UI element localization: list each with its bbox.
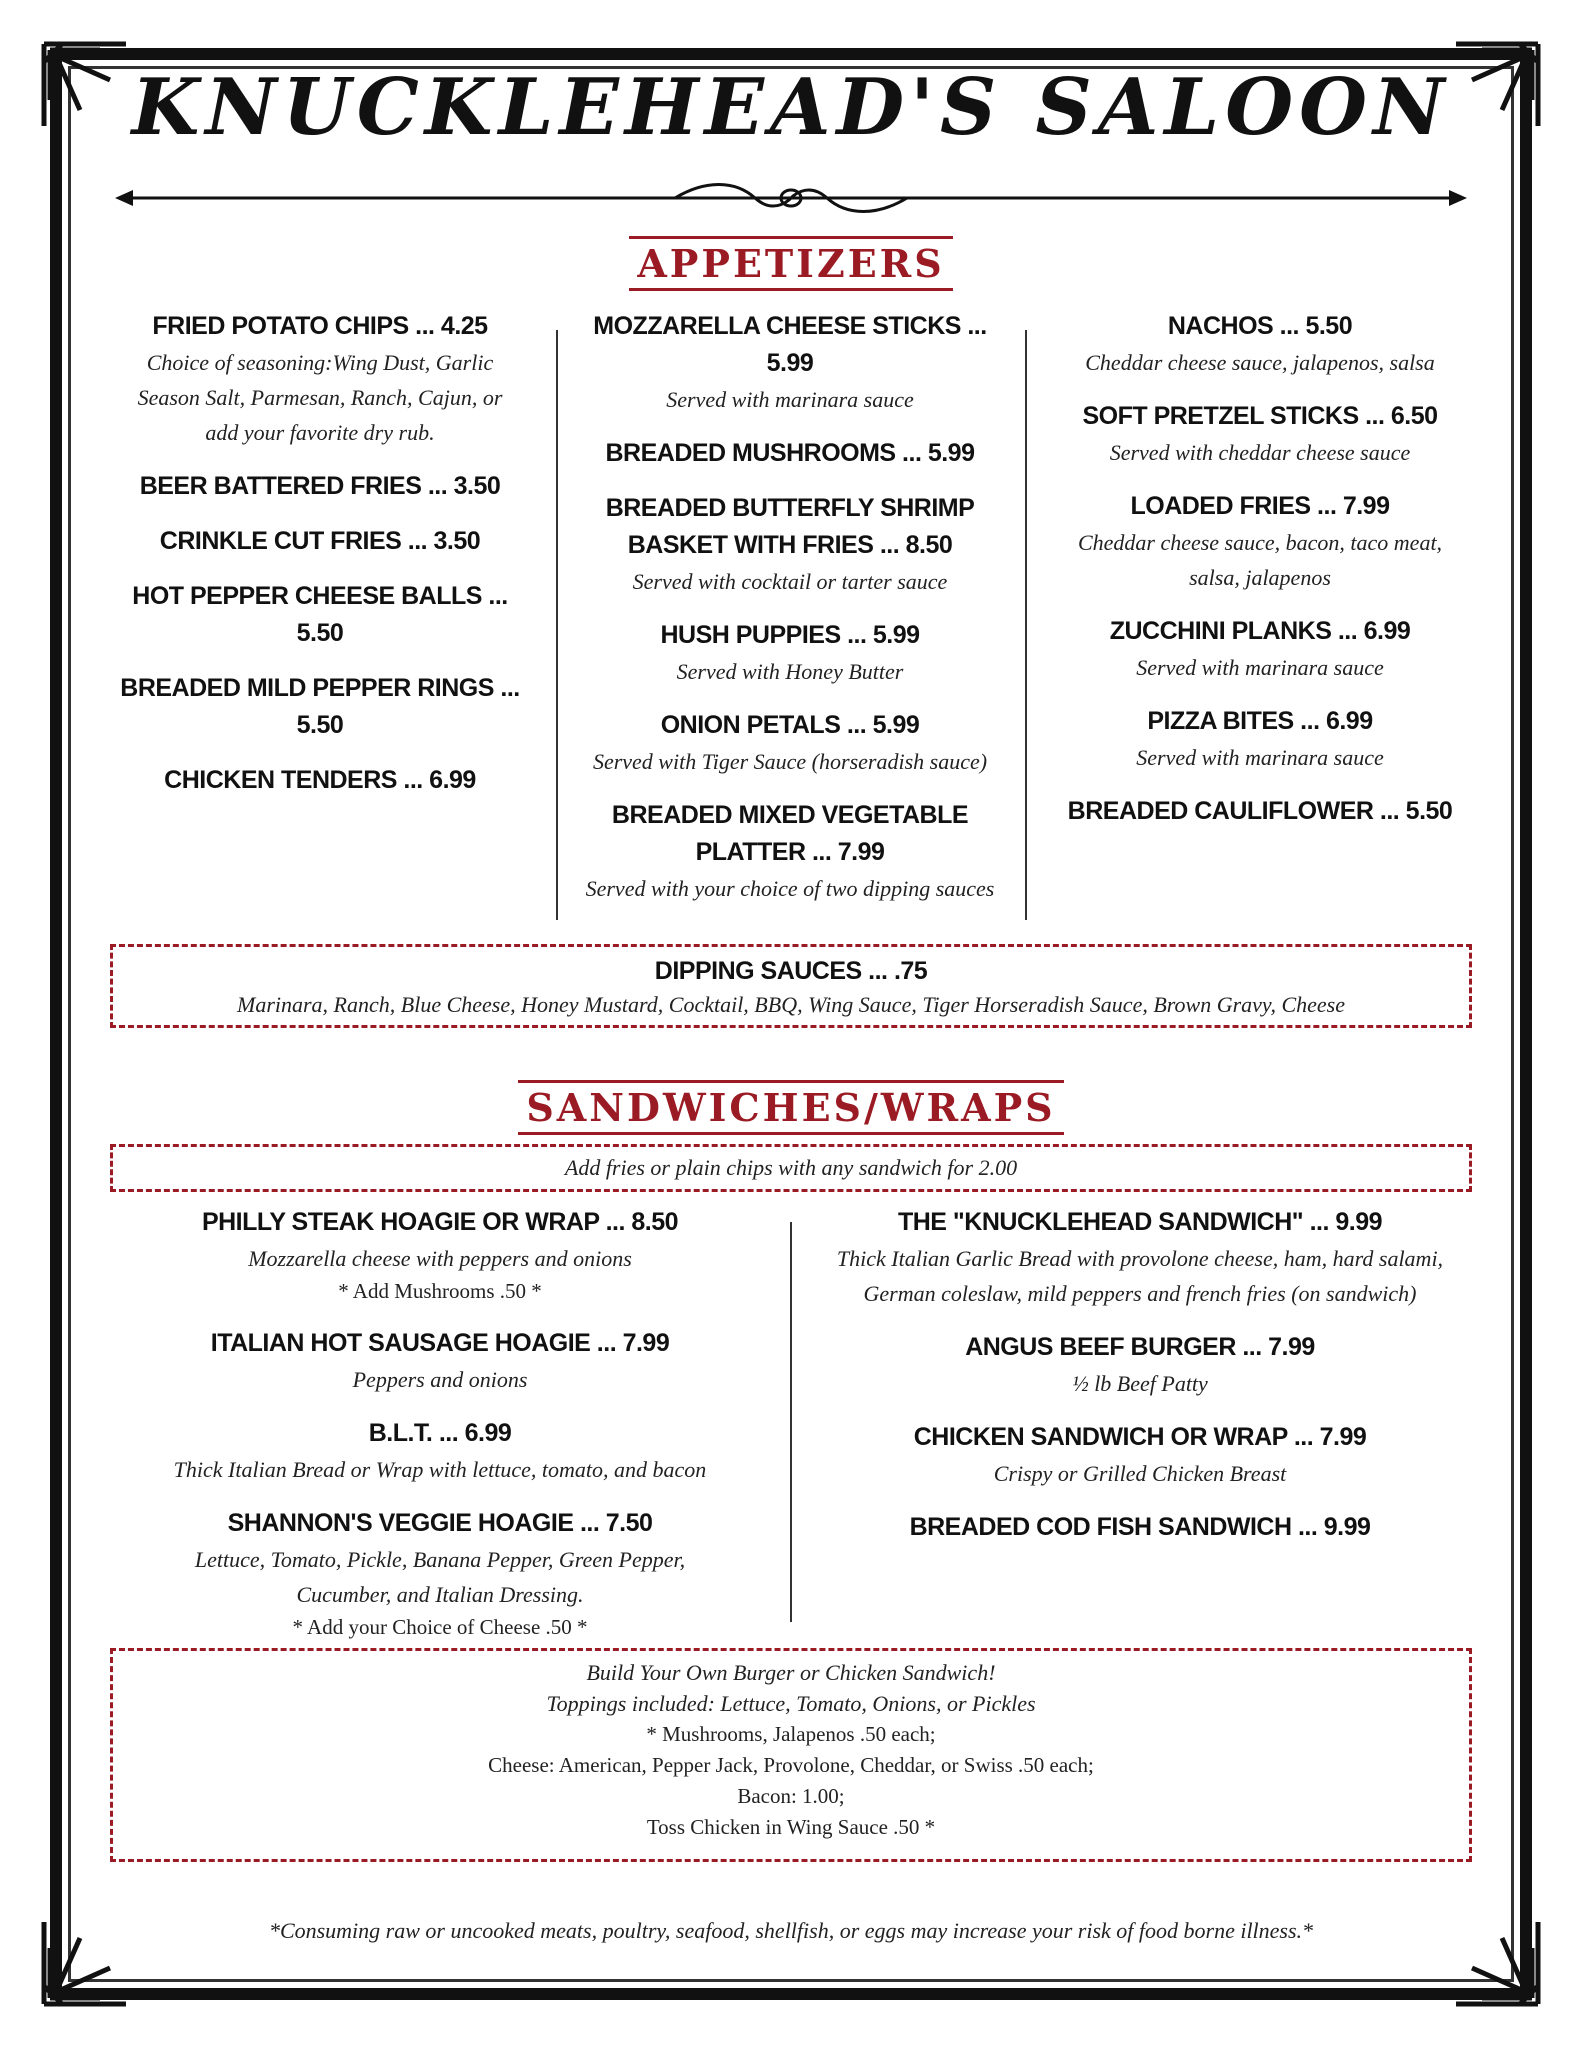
item-description: Lettuce, Tomato, Pickle, Banana Pepper, Green Pepper, Cucumber, and Italian Dressing. <box>194 1547 686 1607</box>
item-extra: * Add your Choice of Cheese .50 * <box>292 1615 588 1639</box>
build-your-own-toppings: Toppings included: Lettuce, Tomato, Onions, or Pickles <box>546 1691 1036 1716</box>
item-name: LOADED FRIES ... 7.99 <box>1130 492 1390 520</box>
menu-item <box>120 762 520 799</box>
item-name: CRINKLE CUT FRIES ... 3.50 <box>159 527 481 555</box>
item-name: CHICKEN SANDWICH OR WRAP ... 7.99 <box>913 1423 1367 1451</box>
build-your-own-box <box>110 1648 1472 1862</box>
item-name: CHICKEN TENDERS ... 6.99 <box>164 766 476 794</box>
item-name: THE "KNUCKLEHEAD SANDWICH" ... 9.99 <box>897 1208 1383 1236</box>
item-description: Served with marinara sauce <box>666 387 914 412</box>
sandwiches-column-1 <box>140 1204 740 1661</box>
item-name: HUSH PUPPIES ... 5.99 <box>660 621 920 649</box>
item-description: Cheddar cheese sauce, jalapenos, salsa <box>1085 350 1435 375</box>
sandwich-side-note: Add fries or plain chips with any sandwich for 2.00 <box>564 1155 1018 1180</box>
menu-item <box>830 1419 1450 1491</box>
item-name: PIZZA BITES ... 6.99 <box>1147 707 1373 735</box>
menu-item <box>140 1415 740 1487</box>
item-description: Peppers and onions <box>352 1367 528 1392</box>
menu-item <box>120 670 520 744</box>
item-description: Served with marinara sauce <box>1136 745 1384 770</box>
menu-item <box>140 1505 740 1643</box>
menu-item <box>585 617 995 689</box>
menu-item <box>120 523 520 560</box>
item-name: B.L.T. ... 6.99 <box>368 1419 512 1447</box>
column-divider <box>1025 330 1027 920</box>
menu-item <box>1055 793 1465 830</box>
menu-item <box>585 490 995 599</box>
appetizers-column-2 <box>585 308 995 924</box>
build-your-own-extra: * Mushrooms, Jalapenos .50 each; <box>646 1722 936 1746</box>
item-name: SHANNON'S VEGGIE HOAGIE ... 7.50 <box>227 1509 653 1537</box>
item-name: MOZZARELLA CHEESE STICKS ... 5.99 <box>593 312 987 377</box>
menu-item <box>120 578 520 652</box>
sandwich-side-note-box <box>110 1144 1472 1192</box>
item-name: SOFT PRETZEL STICKS ... 6.50 <box>1082 402 1438 430</box>
item-description: Cheddar cheese sauce, bacon, taco meat, salsa, jalapenos <box>1077 530 1443 590</box>
appetizers-column-1 <box>120 308 520 817</box>
menu-item <box>120 308 520 450</box>
menu-item <box>585 435 995 472</box>
menu-item <box>1055 703 1465 775</box>
item-description: Served with Tiger Sauce (horseradish sauce) <box>592 749 988 774</box>
menu-item <box>1055 488 1465 595</box>
menu-item <box>1055 613 1465 685</box>
item-name: ONION PETALS ... 5.99 <box>660 711 920 739</box>
flourish-divider <box>115 178 1467 218</box>
build-your-own-bacon: Bacon: 1.00; <box>737 1784 845 1808</box>
menu-item <box>1055 308 1465 380</box>
sandwiches-heading <box>0 1080 1582 1135</box>
dipping-sauces-box <box>110 944 1472 1028</box>
dipping-sauces-list: Marinara, Ranch, Blue Cheese, Honey Mustard, Cocktail, BBQ, Wing Sauce, Tiger Horseradish Sauce, Brown Gravy, Cheese <box>237 992 1345 1017</box>
item-name: PHILLY STEAK HOAGIE OR WRAP ... 8.50 <box>201 1208 679 1236</box>
menu-item <box>140 1325 740 1397</box>
appetizers-heading-text: APPETIZERS <box>629 236 952 291</box>
item-name: BREADED COD FISH SANDWICH ... 9.99 <box>909 1513 1371 1541</box>
build-your-own-cheese: Cheese: American, Pepper Jack, Provolone, Cheddar, or Swiss .50 each; <box>488 1753 1094 1777</box>
menu-item <box>585 797 995 906</box>
menu-item <box>830 1204 1450 1311</box>
item-description: Served with cocktail or tarter sauce <box>632 569 948 594</box>
menu-title: KNUCKLEHEAD'S SALOON <box>131 62 1451 153</box>
item-description: Crispy or Grilled Chicken Breast <box>993 1461 1287 1486</box>
item-description: ½ lb Beef Patty <box>1072 1371 1208 1396</box>
dipping-sauces-name: DIPPING SAUCES ... .75 <box>654 957 928 985</box>
food-safety-disclaimer: *Consuming raw or uncooked meats, poultry, seafood, shellfish, or eggs may increase your risk of food borne illness.* <box>268 1918 1314 1943</box>
menu-item <box>830 1509 1450 1546</box>
menu-item <box>585 707 995 779</box>
menu-item <box>830 1329 1450 1401</box>
item-name: NACHOS ... 5.50 <box>1167 312 1353 340</box>
sandwiches-heading-text: SANDWICHES/WRAPS <box>518 1080 1063 1135</box>
item-description: Served with marinara sauce <box>1136 655 1384 680</box>
item-description: Served with Honey Butter <box>676 659 904 684</box>
item-description: Served with cheddar cheese sauce <box>1109 440 1411 465</box>
item-name: FRIED POTATO CHIPS ... 4.25 <box>152 312 488 340</box>
menu-item <box>1055 398 1465 470</box>
build-your-own-wing-sauce: Toss Chicken in Wing Sauce .50 * <box>646 1815 936 1839</box>
item-description: Thick Italian Garlic Bread with provolone cheese, ham, hard salami, German coleslaw, mild peppers and french fries (on sandwich) <box>836 1246 1444 1306</box>
item-name: ANGUS BEEF BURGER ... 7.99 <box>965 1333 1315 1361</box>
sandwiches-column-2 <box>830 1204 1450 1564</box>
item-description: Served with your choice of two dipping sauces <box>585 876 995 901</box>
item-name: BEER BATTERED FRIES ... 3.50 <box>139 472 501 500</box>
menu-item <box>585 308 995 417</box>
item-name: BREADED CAULIFLOWER ... 5.50 <box>1067 797 1453 825</box>
column-divider <box>790 1222 792 1622</box>
item-description: Mozzarella cheese with peppers and onions <box>248 1246 632 1271</box>
item-name: ZUCCHINI PLANKS ... 6.99 <box>1109 617 1411 645</box>
item-name: BREADED MIXED VEGETABLE PLATTER ... 7.99 <box>611 801 969 866</box>
item-name: BREADED MILD PEPPER RINGS ... 5.50 <box>120 674 520 739</box>
build-your-own-title: Build Your Own Burger or Chicken Sandwich! <box>586 1660 996 1685</box>
item-name: HOT PEPPER CHEESE BALLS ... 5.50 <box>132 582 508 647</box>
item-name: ITALIAN HOT SAUSAGE HOAGIE ... 7.99 <box>210 1329 670 1357</box>
appetizers-column-3 <box>1055 308 1465 848</box>
column-divider <box>556 330 558 920</box>
menu-item <box>140 1204 740 1307</box>
item-description: Thick Italian Bread or Wrap with lettuce, tomato, and bacon <box>173 1457 707 1482</box>
item-description: Choice of seasoning:Wing Dust, Garlic Season Salt, Parmesan, Ranch, Cajun, or add your favorite dry rub. <box>137 350 503 445</box>
item-name: BREADED MUSHROOMS ... 5.99 <box>605 439 975 467</box>
menu-item <box>120 468 520 505</box>
appetizers-heading <box>0 236 1582 291</box>
item-extra: * Add Mushrooms .50 * <box>338 1279 542 1303</box>
item-name: BREADED BUTTERFLY SHRIMP BASKET WITH FRIES ... 8.50 <box>605 494 975 559</box>
